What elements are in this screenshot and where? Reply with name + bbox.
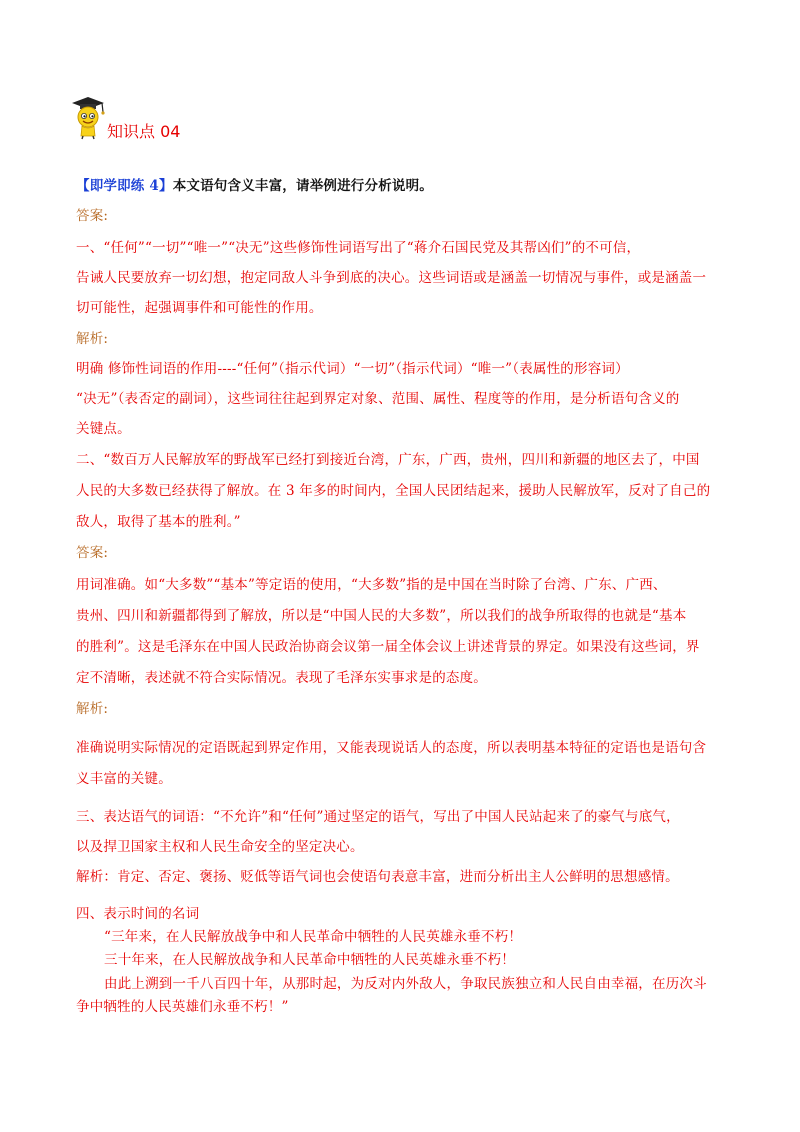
paragraph-line: 用词准确。如“大多数”“基本”等定语的使用，“大多数”指的是中国在当时除了台湾、广东、广西、: [76, 577, 667, 593]
analysis-paragraph: 解析：肯定、否定、褒扬、贬低等语气词也会使语句表意丰富，进而分析出主人公鲜明的思想感情。: [76, 869, 679, 885]
exercise-prompt: [76, 174, 736, 194]
quote-line: 由此上溯到一千八百四十年，从那时起，为反对内外敌人，争取民族独立和人民自由幸福，在历次斗: [104, 976, 707, 992]
paragraph-line: 一、“任何”“一切”“唯一”“决无”这些修饰性词语写出了“蒋介石国民党及其帮凶们”的不可信，: [76, 240, 641, 256]
graduate-mascot-icon: [68, 94, 108, 140]
paragraph-line: 准确说明实际情况的定语既起到界定作用，又能表现说话人的态度，所以表明基本特征的定语也是语句含: [76, 740, 707, 756]
paragraph-line: 关键点。: [76, 421, 131, 437]
paragraph-line: 定不清晰，表述就不符合实际情况。表现了毛泽东实事求是的态度。: [76, 670, 487, 686]
paragraph-line: 敌人，取得了基本的胜利。”: [76, 514, 241, 530]
analysis-label: 解析:: [76, 331, 109, 347]
paragraph-line: 切可能性，起强调事件和可能性的作用。: [76, 300, 323, 316]
exercise-tag: 【即学即练 4】: [76, 178, 173, 194]
quote-line: 三十年来，在人民解放战争和人民革命中牺牲的人民英雄永垂不朽！: [104, 952, 515, 968]
paragraph-line: 以及捍卫国家主权和人民生命安全的坚定决心。: [76, 839, 364, 855]
paragraph-line: 告诫人民要放弃一切幻想，抱定同敌人斗争到底的决心。这些词语或是涵盖一切情况与事件，或是涵盖一: [76, 270, 707, 286]
paragraph-line: 二、“数百万人民解放军的野战军已经打到接近台湾，广东，广西，贵州，四川和新疆的地区去了，中国: [76, 452, 700, 468]
quote-line: 争中牺牲的人民英雄们永垂不朽！”: [76, 999, 289, 1015]
paragraph-line: 义丰富的关键。: [76, 771, 172, 787]
quote-line: “三年来，在人民解放战争中和人民革命中牺牲的人民英雄永垂不朽！: [104, 929, 523, 945]
section-title: 知识点 04: [107, 122, 181, 141]
analysis-label: 解析:: [76, 701, 109, 717]
paragraph-line: 三、表达语气的词语：“不允许”和“任何”通过坚定的语气，写出了中国人民站起来了的豪气与底气，: [76, 809, 680, 825]
paragraph-line: 贵州、四川和新疆都得到了解放，所以是“中国人民的大多数”，所以我们的战争所取得的也就是“基本: [76, 608, 687, 624]
exercise-question: 本文语句含义丰富，请举例进行分析说明。: [172, 178, 434, 194]
answer-label: 答案:: [76, 208, 109, 224]
paragraph-line: 人民的大多数已经获得了解放。在 3 年多的时间内，全国人民团结起来，援助人民解放军，反对了自己的: [76, 483, 711, 499]
paragraph-line: 明确 修饰性词语的作用----“任何”（指示代词）“一切”（指示代词）“唯一”（表属性的形容词）: [76, 361, 629, 377]
paragraph-line: “决无”（表否定的副词），这些词往往起到界定对象、范围、属性、程度等的作用，是分析语句含义的: [76, 391, 680, 407]
subsection-heading: 四、表示时间的名词: [76, 906, 200, 922]
paragraph-line: 的胜利”。这是毛泽东在中国人民政治协商会议第一届全体会议上讲述背景的界定。如果没有这些词，界: [76, 639, 700, 655]
answer-label: 答案:: [76, 545, 109, 561]
